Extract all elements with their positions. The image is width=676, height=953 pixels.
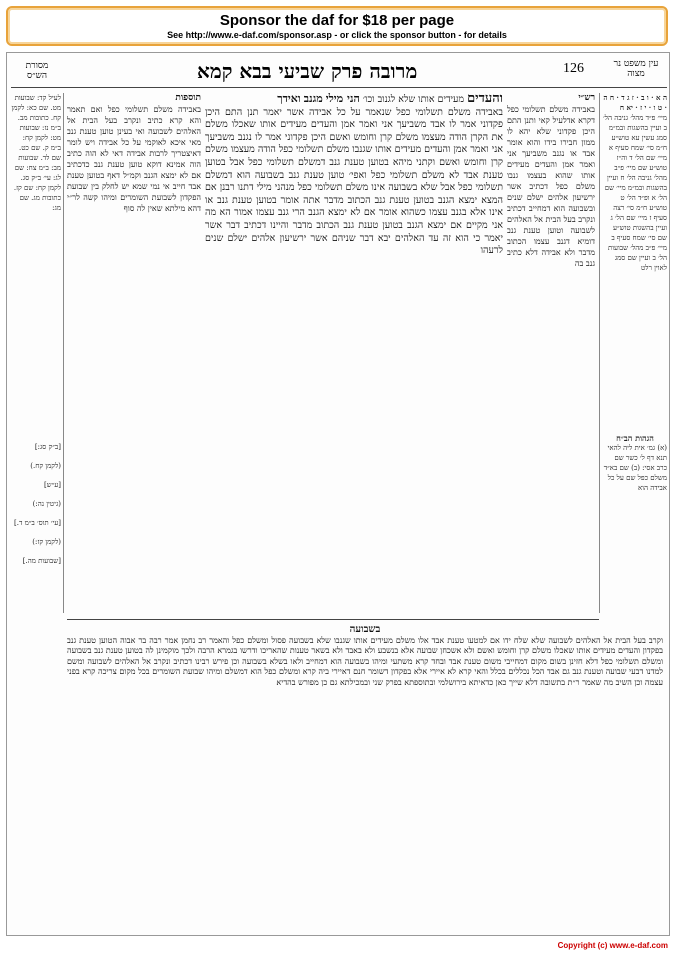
rashi-heading: רש״י [578, 93, 595, 103]
bottom-heading: בשבועה [349, 625, 381, 635]
margin-note: [עי׳ תוס׳ ב״מ ד.] [14, 519, 61, 527]
bottom-commentary [67, 625, 663, 925]
masoret-hashas-column [11, 93, 61, 423]
margin-note: (גיטין נה:) [32, 500, 61, 508]
bottom-text: וקרב בעל הבית אל האלהים לשבועה שלא שלח ידו אם למטעו טענת אבד אלו משלם מעידים אותו שגנבו שלא בשבועה פסול ומשלם כפל והאמר רב נחמן אמר רבה בר אבוה הטוען טענת גנב בפקדון והעדים מעידים אותו שאכלו משלם קרן וחומש ואשם ולא אשכחן שבועה אלא בנשבע ולא באבד ולא בשאר טענות שהאריכו ודרשו בגמרא הרבה ולכך מוקמינן לה בטוען טענת גנב בשבועה ומשלם תשלומי כפל דלא חזינן בשום מקום דמחייבי משום טענת אבד ובחד קרא משתעי ומיהו בשבועה הוא דמחייב ולאו בשלא בשבועה וכן פירש רבינו דכתיב ונקרב אל האלהים לשבועה ומשם למדנו דבעי שבועה וטענת גנב גם אבד הכל נכללים בכלל והאי קרא לא איירי אלא בפקדון דשומר חנם דאיירי ביה קרא ומשלם כפל הוא דמשלם ומיהו שבועת השומרים בכל מקום צריכה קרא בפני עצמה וכן השיב מה שאמר ר״ת בתשובה דלא שייך כאן כדאיתא בירושלמי ובתוספתא בפרק שני ובמכילתא גם כן מפורש בהדיא [67, 635, 663, 687]
ein-mishpat-column [603, 93, 667, 423]
mark: ח ה [603, 93, 614, 102]
ein-mishpat-marks: ה א · ו ב · ז ג ד · ח ה · ט ו · י ז · יא ח [603, 93, 667, 112]
margin-note: (לקמן קז:) [32, 538, 61, 546]
main-label-1: הני מילי [325, 93, 360, 105]
hagahot-text: (א) גמ׳ אית ליה להאי תנא דף ל׳ כשר שם כרב אסי: (ב) שם בא״ד משלם כפל שם על כל אבידה הוא [603, 444, 667, 492]
masoret-hashas-text: לעיל קד: שבועות מט. שם כא: לקמן קח. כתובות מב. ב״מ נז: שבועות מט: לקמן קח: ב״מ ק. שם כט. שם לד. שבועות מב: ב״מ צח: שם לג: עי׳ ב״ק סג. לקמן קח: שם קז. כתובות מג. שם מג: [11, 94, 61, 212]
rashi-commentary [507, 93, 595, 613]
main-opening-words: מעידים אותו שלא לגנוב וכו׳ [362, 94, 465, 105]
margin-notes [11, 443, 61, 566]
margin-note: [שבועות מה.] [22, 557, 61, 565]
tosafot-heading: תוספות [175, 93, 201, 103]
mark: ז ג ד [621, 93, 634, 102]
sponsor-subtitle[interactable]: See http://www.e-daf.com/sponsor.asp - or click the sponsor button - for details [167, 30, 507, 40]
left-margin-divider [63, 93, 64, 613]
tosafot-commentary [67, 93, 201, 613]
mark: ט ו [653, 103, 663, 112]
copyright-notice[interactable]: Copyright (c) www.e-daf.com [557, 941, 668, 950]
ein-mishpat-label: עין משפט נר מצוה [613, 59, 659, 79]
page-number: 126 [563, 61, 584, 76]
main-label-3: ואידך [277, 93, 301, 105]
hagahot-box [603, 433, 667, 513]
mark: יא ח [619, 103, 633, 112]
margin-note: [ב״ק סג:] [34, 443, 61, 451]
margin-note: (לקמן קח.) [30, 462, 61, 470]
margin-note: [ע״ש] [43, 481, 61, 489]
rashi-text: באבידה משלם תשלומי כפל דקרא אדלעיל קאי ותנן התם היכן פקדוני שלא יהא לו ממון חבירו בידו והוא אומר אבד או נגנב משביעך אני ואמר אמן והעדים מעידים אותו שהוא בעצמו גנבו משלם כפל דכתיב אשר ירשיעון אלהים ישלם שנים ובשבועה הוא דמחייב דכתיב ונקרב בעל הבית אל האלהים לשבועה וטוען טענת גנב דומיא דגנב עצמו הכתוב מדבר ולא אבידה דלא כתיב גנב בה [507, 105, 595, 268]
talmud-page [6, 52, 670, 936]
main-label-2: מגנב [303, 93, 323, 105]
ein-mishpat-text: מיי׳ פ״ד מהל׳ גניבה הל׳ ב ועיין בהשגות ובמ״מ סמג עשין עא טוש״ע ח״מ סי׳ שמח סעיף א מיי׳ שם הל׳ ד וה״ז טוש״ע שם מיי׳ פ״ב מהל׳ גניבה הל׳ ח ועיין בהשגות ובמ״מ מיי׳ שם הל׳ א ופ״ד הל׳ ט טוש״ע ח״מ סי׳ רצה סעיף ז מיי׳ שם הל׳ ג ועיין בהשגות טוש״ע שם סי׳ שמח סעיף ב מיי׳ פ״ב מהל׳ שבועות הל׳ ב ועיין שם סמג לאוין רלט [603, 114, 667, 272]
gemara-main-text [205, 93, 503, 613]
mark: י ז [640, 103, 647, 112]
mark: ה א [656, 93, 667, 102]
header-divider [11, 87, 667, 88]
tosafot-text: באבידה משלם תשלומי כפל ואם תאמר והא קרא כתיב ונקרב בעל הבית אל האלהים לשבועה ואי בעינן טוען טענת גנב מאי איכא לאוקמי על כל אבידה ויש לומר דאיצטריך לרבות אבידה דאי לא הוה כתיב הוה אמינא דוקא טוען טענת גנב כדכתיב אם לא ימצא הגנב וקמ״ל דאף בטוען טענת אבד חייב אי נמי שמא יש לחלק בין שבועת הפקדון לשבועת השומרים ומיהו קשה לר״י דהא מילתא שאין לה סוף [67, 105, 201, 213]
masoret-hashas-label: מסורת הש״ס [25, 61, 49, 81]
hagahot-title: הגהות הב״ח [616, 433, 654, 443]
bottom-divider [67, 619, 599, 620]
page-title: מרובה פרק שביעי בבא קמא [197, 59, 418, 83]
main-heading: והעדים [467, 93, 503, 106]
right-margin-divider [599, 93, 600, 613]
mark: ו ב [641, 93, 649, 102]
main-body: באבידה משלם תשלומי כפל שנאמר על כל אבידה אשר יאמר תנן התם היכן פקדוני אמר לו אבד משביעך אני ואמר אמן והעדים מעידים אותו שאכלו משלם את הקרן הודה מעצמו משלם קרן וחומש ואשם היכן פקדוני אמר לו נגנב משביעך אני ואמר אמן והעדים מעידים אותו שגנבו משלם תשלומי כפל הודה מעצמו משלם קרן וחומש ואשם וקתני מיהא בטוען טענת גנב דמשלם תשלומי כפל אבל בטוען טענת אבד לא משלם תשלומי כפל ואפי׳ טוען טענת גנב בשבועה הוא דמשלם תשלומי כפל אבל שלא בשבועה אינו משלם תשלומי כפל מנהני מילי דתנו רבנן אם המצא ימצא הגנב בטוען טענת גנב הכתוב מדבר אתה אומר בטוען טענת גנב או אינו אלא בגנב עצמו כשהוא אומר אם לא ימצא הגנב הרי גנב עצמו אמור הא מה אני מקיים אם ימצא הגנב בטוען טענת גנב הכתוב מדבר והיינו דכתיב דבר אשר יאמר כי הוא זה עד האלהים יבא דבר שניהם אשר ירשיעון אלהים ישלם שנים לרעהו [205, 106, 503, 257]
page-header [7, 59, 669, 85]
sponsor-title[interactable]: Sponsor the daf for $18 per page [219, 12, 455, 29]
sponsor-banner[interactable] [6, 6, 668, 46]
